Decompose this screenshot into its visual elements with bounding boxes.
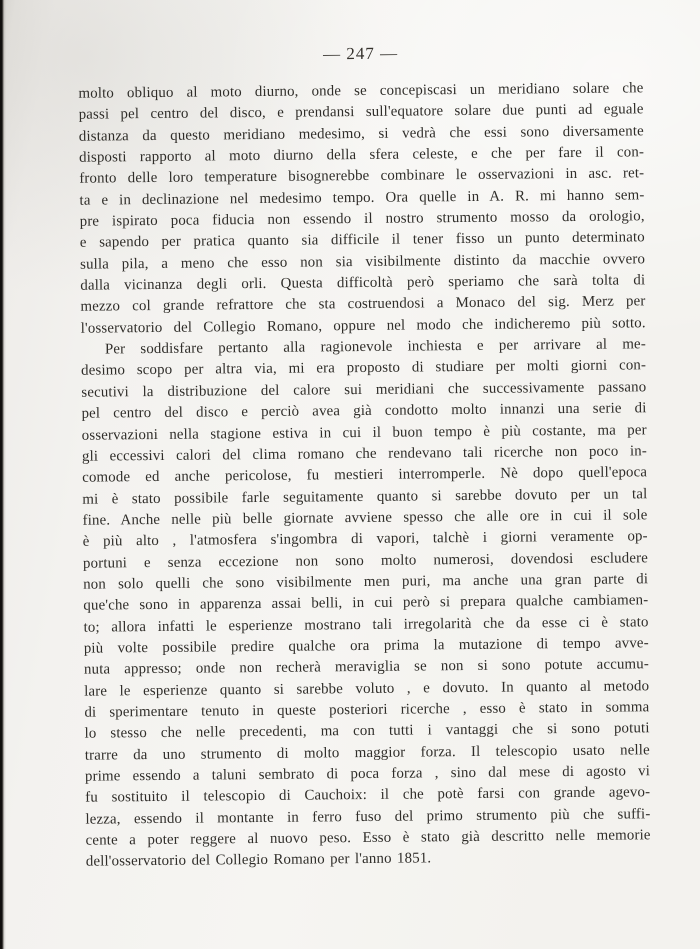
text-line: l'osservatorio del Collegio Romano, oppure nel modo che indicheremo più sotto. <box>80 315 646 337</box>
text-line: e sapendo per pratica quanto sia difficile il tener fisso un punto determinato <box>79 229 645 252</box>
text-line: è più alto , l'atmosfera s'ingombra di vapori, talchè i giorni veramente op- <box>82 528 648 550</box>
text-line: desimo scopo per altra via, mi era proposto di studiare per molti giorni con- <box>81 357 647 380</box>
text-line: lezza, essendo il montante in ferro fuso del primo strumento più che suffi- <box>85 805 651 828</box>
text-line: nuta appresso; onde non recherà meraviglia se non si sono potute accumu- <box>83 656 650 678</box>
text-line: più volte possibile predire qualche ora prima la mutazione di tempo avve- <box>83 635 649 657</box>
text-line: trarre da uno strumento di molto maggior forza. Il telescopio usato nelle <box>84 741 650 764</box>
text-line: molto obliquo al moto diurno, onde se concepiscasi un meridiano solare che <box>78 80 644 102</box>
text-line: lo stesso che nelle precedenti, ma con tutti i vantaggi che si sono potuti <box>84 720 650 742</box>
text-line: fronto delle loro temperature bisognerebbe combinare le osservazioni in asc. ret- <box>79 165 645 188</box>
text-line: passi pel centro del disco, e prendansi sull'equatore solare due punti ad eguale <box>78 101 644 124</box>
text-line: que'che sono in apparenza assai belli, in cui però si prepara qualche cambiamen- <box>83 592 649 614</box>
text-line: disposti rapporto al moto diurno della sfera celeste, e che per fare il con- <box>79 144 645 166</box>
text-line: secutivi la distribuzione del calore sui meridiani che successivamente passano <box>81 379 647 401</box>
text-line: mezzo col grande refrattore che sta costruendosi a Monaco del sig. Merz per <box>80 293 646 316</box>
text-line: non solo quelli che sono visibilmente men puri, ma anche una gran parte di <box>83 571 649 593</box>
text-block <box>78 78 651 873</box>
text-line: pel centro del disco e perciò avea già condotto molto innanzi una serie di <box>81 400 647 422</box>
paragraph <box>78 78 645 340</box>
text-line: pre ispirato poca fiducia non essendo il nostro strumento mosso da orologio, <box>79 208 645 230</box>
text-line: mi è stato possibile farle seguitamente quanto si sarebbe dovuto per un tal <box>82 485 648 508</box>
page-header <box>78 41 643 66</box>
page-content <box>78 41 651 873</box>
text-line: prime essendo a taluni sembrato di poca forza , sino dal mese di agosto vi <box>84 763 651 785</box>
text-line: cente a poter reggere al nuovo peso. Esso è stato già descritto nelle memorie <box>85 827 651 849</box>
text-line: fu sostituito il telescopio di Cauchoix: il che potè farsi con grande agevo- <box>85 784 651 807</box>
text-line: fine. Anche nelle più belle giornate avviene spesso che alle ore in cui il sole <box>82 507 648 529</box>
text-line: to; allora infatti le esperienze mostrano tali irregolarità che da esse ci è stato <box>83 613 649 636</box>
paragraph <box>81 334 651 873</box>
text-line: distanza da questo meridiano medesimo, si vedrà che essi sono diversamente <box>78 122 644 145</box>
text-line: osservazioni nella stagione estiva in cui il buon tempo è più costante, ma per <box>81 421 647 444</box>
text-line: dalla vicinanza degli orli. Questa difficoltà però speriamo che sarà tolta di <box>80 272 646 294</box>
text-line: di sperimentare tenuto in queste posteriori ricerche , esso è stato in somma <box>84 699 650 721</box>
text-line: portuni e senza eccezione non sono molto numerosi, dovendosi escludere <box>82 549 649 572</box>
text-line: comode ed anche pericolose, fu mestieri interromperle. Nè dopo quell'epoca <box>82 464 648 486</box>
text-line: gli eccessivi calori del clima romano che rendevano tali ricerche non poco in- <box>81 443 647 465</box>
text-line: lare le esperienze quanto si sarebbe voluto , e dovuto. In quanto al metodo <box>84 677 650 700</box>
binding-edge-shadow <box>0 0 6 949</box>
text-line: Per soddisfare pertanto alla ragionevole inchiesta e per arrivare al me- <box>104 336 646 358</box>
page-number: — 247 — <box>323 43 399 64</box>
text-line: sulla pila, a meno che esso non sia visibilmente distinto da macchie ovvero <box>80 251 646 273</box>
text-line: dell'osservatorio del Collegio Romano per l'anno 1851. <box>85 850 432 871</box>
text-line: ta e in declinazione nel medesimo tempo. Ora quelle in A. R. mi hanno sem- <box>79 187 645 209</box>
